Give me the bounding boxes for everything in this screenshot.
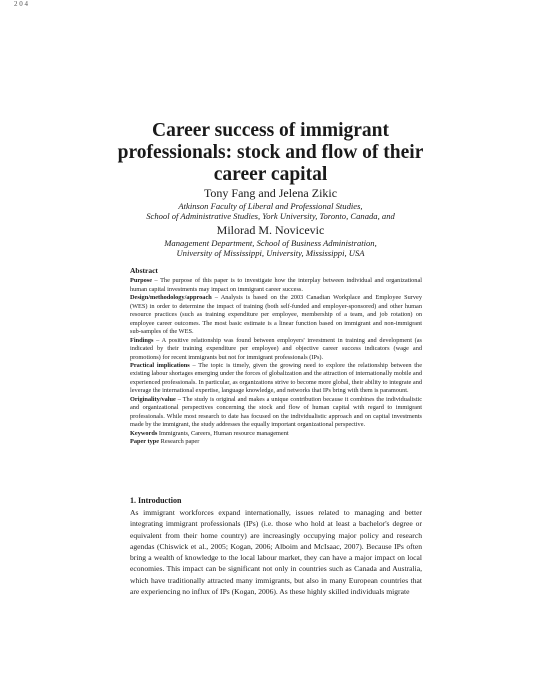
paper-type-label: Paper type: [130, 438, 160, 446]
abstract-block: [130, 267, 422, 447]
purpose-text: – The purpose of this paper is to investigate how the interplay between individual and organizational human capital investments may impact on immigrant career success.: [130, 277, 422, 293]
affiliation-1-line-2: School of Administrative Studies, York University, Toronto, Canada, and: [146, 211, 395, 221]
keywords-text: Immigrants, Careers, Human resource management: [157, 429, 289, 437]
abstract-originality: [130, 396, 422, 430]
practical-label: Practical implications: [130, 361, 190, 369]
authors-line: Tony Fang and Jelena Zikic: [203, 186, 338, 200]
design-label: Design/methodology/approach: [130, 294, 212, 302]
abstract-findings: [130, 337, 422, 362]
abstract-paper-type: [130, 438, 422, 446]
originality-text: – The study is original and makes a unique contribution because it combines the individualistic and organizational perspectives concerning the stock and flow of human capital with regard to immigrant professionals. While most research to date has focused on the individualistic approach and on capital investments made by the immigrant, the study addresses the equally important organizational perspective.: [130, 395, 422, 429]
paper-title: Career success of immigrant professionals: stock and flow of their career capital: [117, 120, 424, 185]
page-number: 2 0 4: [14, 0, 28, 8]
abstract-design: [130, 294, 422, 336]
affiliation-2-line-2: University of Mississippi, University, Mississippi, USA: [176, 248, 365, 258]
abstract-keywords: [130, 430, 422, 438]
paper-type-text: Research paper: [159, 438, 200, 446]
author-2: Milorad M. Novicevic: [216, 223, 325, 237]
purpose-label: Purpose: [130, 277, 153, 285]
abstract-practical: [130, 362, 422, 396]
design-text: – Analysis is based on the 2003 Canadian Workplace and Employee Survey (WES) in order to determine the impact of training (both self-funded and employer-sponsored) and other human resource practices (such as training expenditure per employee, membership of a team, and job rotation) on employee career outcomes. The most basic estimate is a linear function based on immigrant and non-immigrant sub-samples of the WES.: [130, 294, 422, 336]
affiliation-1-line-1: Atkinson Faculty of Liberal and Professional Studies,: [178, 201, 363, 211]
introduction-body: As immigrant workforces expand internationally, issues related to managing and better integrating immigrant professionals (IPs) (i.e. those who hold at least a bachelor's degree or equivalent from their home country) are increasingly occupying major policy and research agendas (Chiswick et al., 2005; Kogan, 2006; Alboim and McIsaac, 2007). Because IPs often bring a wealth of knowledge to the local labour market, they can have a major impact on local economies. This impact can be significant not only in countries such as Canada and Australia, which have traditionally attracted many immigrants, but also in many European countries that are experiencing no influx of IPs (Kogan, 2006). As these highly skilled individuals migrate: [130, 508, 422, 597]
keywords-label: Keywords: [130, 429, 158, 437]
abstract-heading: Abstract: [130, 266, 158, 275]
findings-text: – A positive relationship was found between employers' investment in training and development (as indicated by their training expenditure per employee) and objective career success indicators (wage and promotions) for recent immigrants but not for immigrant professionals (IPs).: [130, 336, 422, 361]
originality-label: Originality/value: [130, 395, 176, 403]
practical-text: – The topic is timely, given the growing need to explore the relationship between the existing labour shortages emerging under the forces of globalization and the attraction of internationally mobile and experienced professionals. In particular, as organizations strive to become more global, their ability to integrate and leverage the international expertise, language knowledge, and networks that IPs bring with them is paramount.: [130, 361, 422, 395]
findings-label: Findings: [130, 336, 154, 344]
affiliation-2-line-1: Management Department, School of Business Administration,: [164, 238, 377, 248]
abstract-purpose: [130, 277, 422, 294]
introduction-heading: 1. Introduction: [130, 496, 182, 505]
